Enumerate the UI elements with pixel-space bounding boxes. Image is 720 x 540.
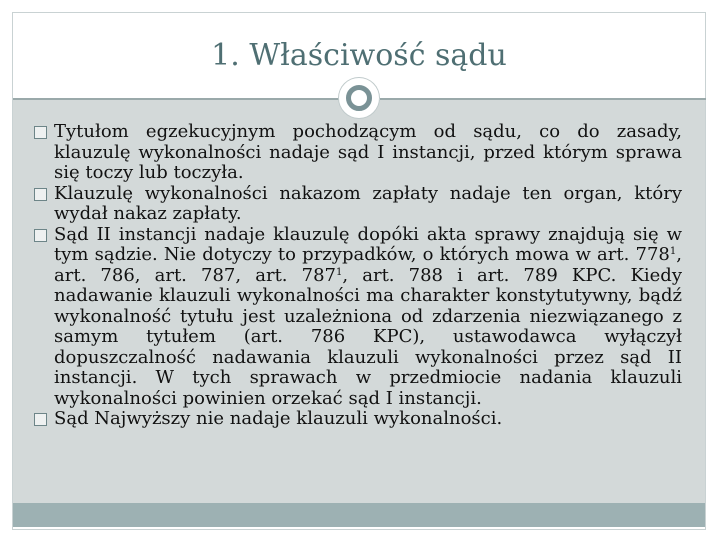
slide-title: 1. Właściwość sądu	[211, 38, 507, 73]
superscript: 1	[669, 246, 677, 257]
bullet-square-icon	[34, 126, 47, 139]
bullet-text: Sąd II instancji nadaje klauzulę dopóki akta sprawy znajdują się w tym sądzie. Nie dotyczy to przypadków, o których mowa w art. 778	[54, 223, 682, 265]
bullet-text: , art. 788 i art. 789 KPC. Kiedy nadawanie klauzuli wykonalności ma charakter konstytutywny, bądź wykonalność tytułu jest uzależniona od zdarzenia niezwiązanego z samym tytułem (art. 786 KPC), ustawodawca wyłączył dopuszczalność nadawania klauzuli wykonalności przez sąd II instancji. W tych sprawach w przedmiocie nadania klauzuli wykonalności powinien orzekać sąd I instancji.	[54, 264, 682, 409]
bullet-item	[34, 184, 682, 225]
bullet-text: Tytułom egzekucyjnym pochodzącym od sądu, co do zasady, klauzulę wykonalności nadaje sąd I instancji, przed którym sprawa się toczy lub toczyła.	[54, 121, 682, 183]
bullet-square-icon	[34, 188, 47, 201]
ring-ornament-inner	[346, 85, 372, 111]
bullet-text: Sąd Najwyższy nie nadaje klauzuli wykonalności.	[54, 408, 503, 429]
footer-band	[13, 503, 705, 527]
bullet-text: , art. 786, art. 787, art. 787	[54, 244, 682, 286]
bullet-square-icon	[34, 229, 47, 242]
superscript: 1	[336, 266, 343, 278]
bullet-item	[34, 122, 682, 184]
bullet-text: Klauzulę wykonalności nakazom zapłaty nadaje ten organ, który wydał nakaz zapłaty.	[54, 182, 682, 224]
bullet-item	[34, 409, 682, 430]
bullet-list	[34, 122, 682, 430]
ring-ornament-icon	[339, 78, 379, 118]
bullet-square-icon	[34, 413, 47, 426]
bullet-item	[34, 225, 682, 410]
